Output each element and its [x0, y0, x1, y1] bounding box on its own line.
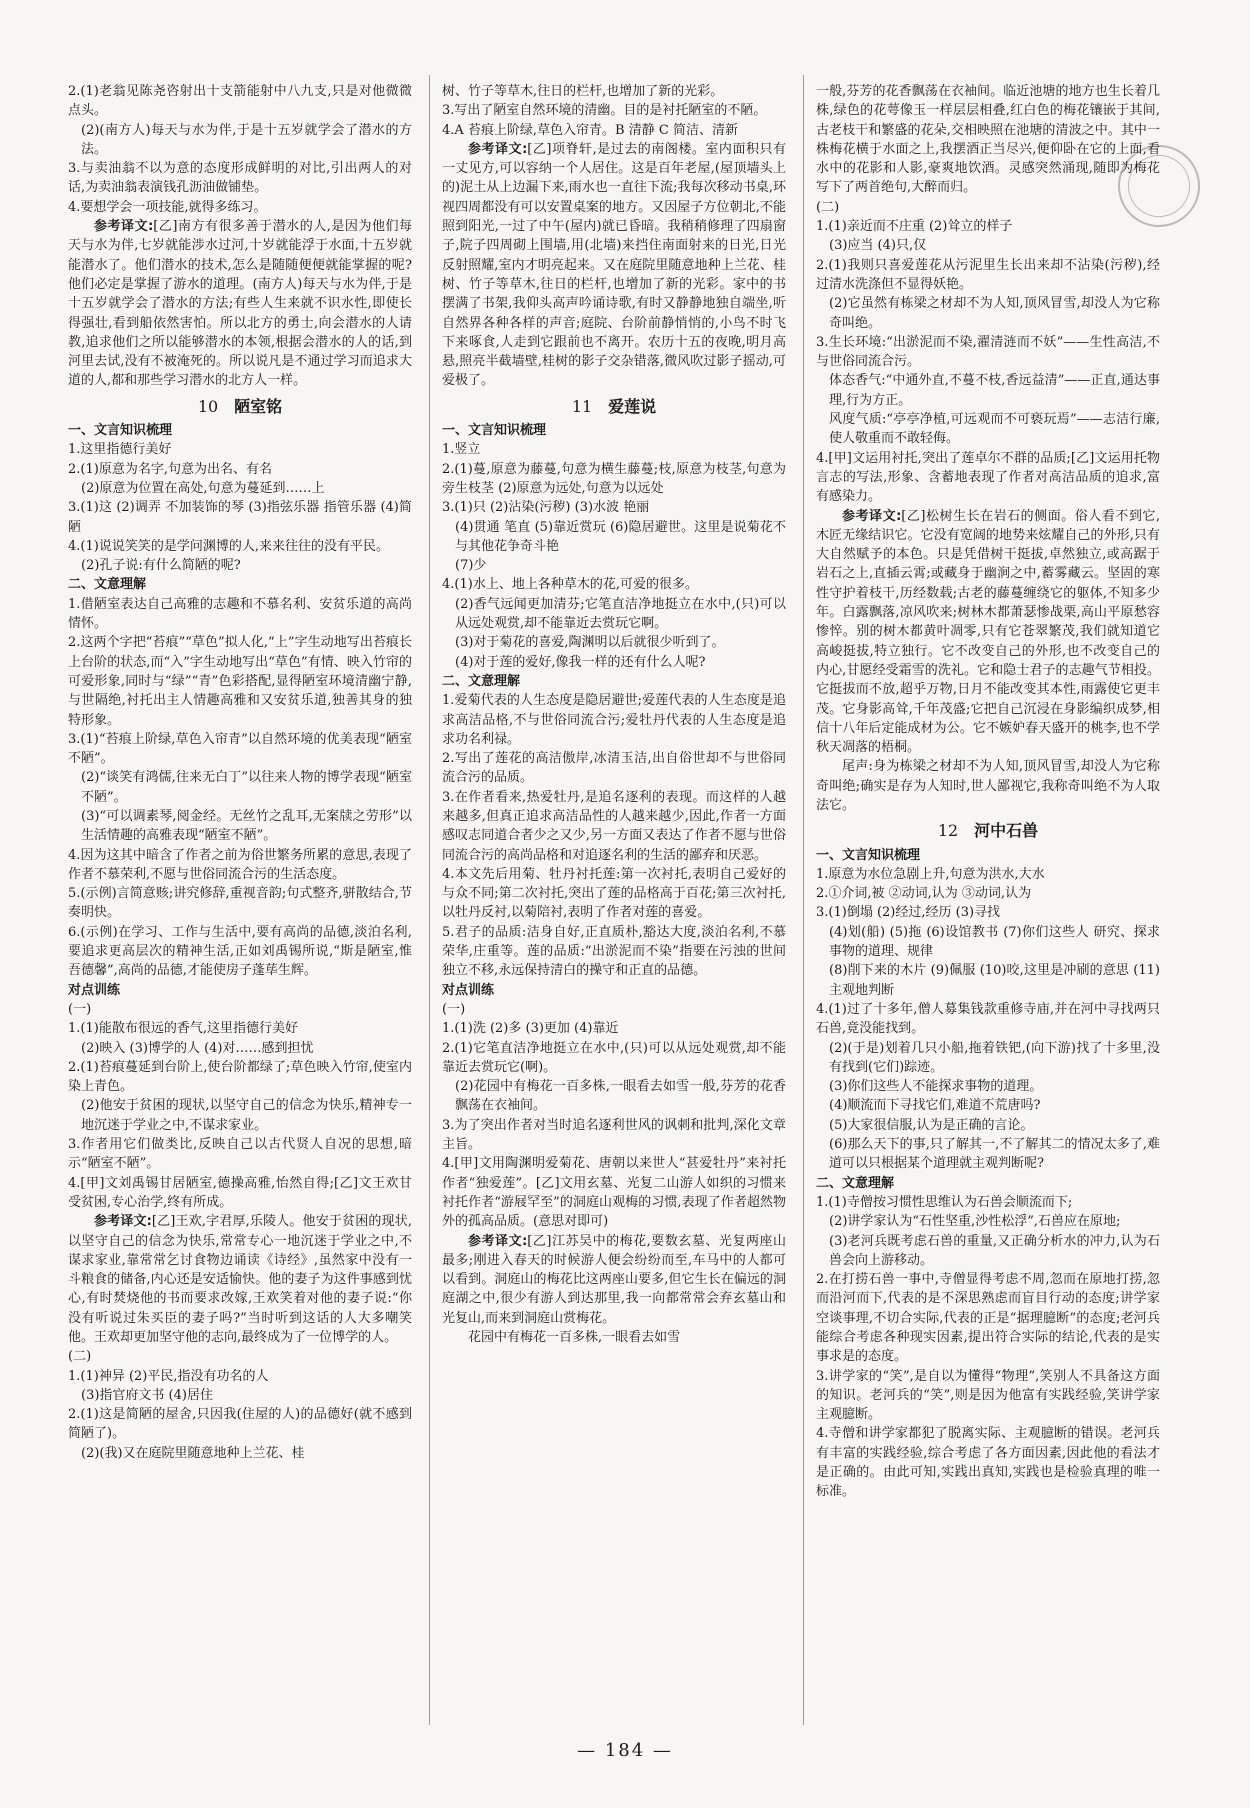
answer-item: (3)“可以调素琴,阅金经。无丝竹之乱耳,无案牍之劳形”以生活情趣的高雅表现“陋室不陋”。 [81, 808, 412, 844]
subheading: 对点训练 [68, 982, 121, 998]
answer-item: (7)少 [455, 558, 487, 574]
translation-continued: 花园中有梅花一百多株,一眼看去如雪 [468, 1330, 681, 1345]
answer-item: 4.(1)水上、地上各种草木的花,可爱的很多。 [442, 577, 698, 593]
answer-item: 3.(1)倒塌 (2)经过,经历 (3)寻找 [816, 905, 1001, 921]
translation-label: 参考译文: [94, 1214, 152, 1230]
answer-item: 树、竹子等草木,往日的栏杆,也增加了新的光彩。 [442, 84, 724, 99]
answer-item: 2.(1)它笔直洁净地挺立在水中,(只)可以从远处观赏,却不能靠近去赏玩它(啊)。 [442, 1040, 786, 1075]
translation-continued: 一般,芬芳的花香飘荡在衣袖间。临近池塘的地方也生长着几株,绿色的花萼像玉一样层层相叠,红白色的梅花镶嵌于其间,古老枝干和繁盛的花朵,交相映照在池塘的清波之中。其中一株梅花横于水面之上,我摆酒正当尽兴,便仰卧在它的上面,看水中的花影和人影,豪爽地饮酒。灵感突然涌现,随即为梅花写下了两首绝句,大醉而归。 [816, 84, 1160, 196]
answer-item: 5.君子的品质:洁身自好,正直质朴,豁达大度,淡泊名利,不慕荣华,庄重等。莲的品质:“出淤泥而不染”指要在污浊的世间独立不移,永远保持清白的操守和正直的品德。 [442, 924, 786, 979]
answer-item: 3.(1)只 (2)沾染(污秽) (3)水波 艳丽 [442, 500, 650, 516]
answer-item: 2.①介词,被 ②动词,认为 ③动词,认为 [816, 886, 1032, 902]
answer-item: 2.(1)这是简陋的屋舍,只因我(住屋的人)的品德好(就不感到简陋了)。 [68, 1407, 412, 1442]
answer-item: (4)顺流而下寻找它们,难道不荒唐吗? [829, 1098, 1041, 1114]
answer-item: 1.这里指德行美好 [68, 442, 172, 458]
answer-item: 2.(1)蔓,原意为藤蔓,句意为横生藤蔓;枝,原意为枝茎,句意为旁生枝茎 (2)原意为远处,句意为以远处 [442, 461, 786, 496]
answer-item: 1.竖立 [442, 442, 481, 458]
subheading: 一、文言知识梳理 [442, 423, 547, 439]
answer-item: 2.(1)我则只喜爱莲花从污泥里生长出来却不沾染(污秽),经过清水洗涤但不显得妖艳。 [816, 257, 1160, 292]
translation-label: 参考译文: [842, 508, 902, 524]
answer-item: 4.A 苔痕上阶绿,草色入帘青。B 清静 C 简洁、清新 [442, 122, 738, 138]
page-number: — 184 — [577, 1740, 673, 1761]
answer-item: (2)香气远闻更加清芬;它笔直洁净地挺立在水中,(只)可以从远处观赏,却不能靠近去赏玩它啊。 [455, 596, 786, 632]
column-1 [68, 82, 412, 1463]
answer-item: (4)贯通 笔直 (5)靠近赏玩 (6)隐居避世。这里是说菊花不与其他花争奇斗艳 [455, 519, 786, 554]
answer-item: (2)他安于贫困的现状,以坚守自己的信念为快乐,精神专一地沉迷于学业之中,不谋求家业。 [81, 1098, 412, 1133]
answer-item: (2)“谈笑有鸿儒,往来无白丁”以往来人物的博学表现“陋室不陋”。 [81, 770, 412, 805]
answer-item: 4.[甲]文用陶渊明爱菊花、唐朝以来世人“甚爱牡丹”来衬托作者“独爱莲”。[乙]文用玄墓、光复二山游人如织的习惯来衬托作者“游屐罕至”的洞庭山观梅的习惯,表现了作者超然物外的孤高品质。(意思对即可) [442, 1156, 786, 1230]
section-number: 12 [937, 821, 959, 841]
reference-translation [442, 1232, 786, 1328]
column-divider [803, 75, 804, 1725]
answer-item: (6)那么天下的事,只了解其一,不了解其二的情况太多了,难道可以只根据某个道理就主观判断呢? [829, 1137, 1160, 1172]
answer-item: (2)讲学家认为“石性坚重,沙性松浮”,石兽应在原地; [829, 1214, 1121, 1230]
answer-item: 3.为了突出作者对当时追名逐利世风的讽刺和批判,深化文章主旨。 [442, 1117, 786, 1153]
answer-item: 2.(1)苔痕蔓延到台阶上,使台阶都绿了;草色映入竹帘,使室内染上青色。 [68, 1059, 412, 1095]
answer-item: 2.在打捞石兽一事中,寺僧显得考虑不周,忽而在原地打捞,忽而沿河而下,代表的是不深思熟虑而盲目行动的态度;讲学家空谈事理,不切合实际,代表的正是“据理臆断”的态度;老河兵能综合考虑各种现实因素,提出符合实际的结论,代表的是实事求是的态度。 [816, 1272, 1160, 1365]
subpart-label: (一) [68, 1001, 92, 1017]
answer-item: (2)花园中有梅花一百多株,一眼看去如雪一般,芬芳的花香飘荡在衣袖间。 [455, 1079, 786, 1114]
answer-item: 4.[甲]文刘禹锡甘居陋室,德操高雅,怡然自得;[乙]文王欢甘受贫困,专心治学,终有所成。 [68, 1175, 412, 1210]
answer-item: 1.(1)寺僧按习惯性思维认为石兽会顺流而下; [816, 1194, 1073, 1210]
answer-item: 2.这两个字把“苔痕”“草色”拟人化,“上”字生动地写出苔痕长上台阶的状态,而“入”字生动地写出“草色”有情、映入竹帘的可爱形象,同时与“绿”“青”色彩搭配,显得陋室环境清幽宁静,与世隔绝,衬托出主人情趣高雅和又安贫乐道,独善其身的独特形象。 [68, 635, 412, 728]
section-title: 爱莲说 [608, 396, 657, 416]
subheading: 一、文言知识梳理 [68, 423, 173, 439]
answer-item: (4)划(船) (5)拖 (6)设馆教书 (7)你们这些人 研究、探求 事物的道理、规律 [829, 924, 1160, 960]
answer-item: 3.讲学家的“笑”,是自以为懂得“物理”,笑别人不具备这方面的知识。老河兵的“笑”,则是因为他富有实践经验,笑讲学家主观臆断。 [816, 1368, 1160, 1423]
subheading: 二、文意理解 [68, 577, 147, 593]
section-heading [442, 397, 786, 416]
answer-item: 4.[甲]文运用衬托,突出了莲卓尔不群的品质;[乙]文运用托物言志的写法,形象、含蓄地表现了作者对高洁品质的追求,富有感染力。 [816, 450, 1160, 505]
column-2 [442, 82, 786, 1347]
answer-item: 6.(示例)在学习、工作与生活中,要有高尚的品德,淡泊名利,要追求更高层次的精神生活,正如刘禹锡所说,“斯是陋室,惟吾德馨”,高尚的品德,才能使房子蓬荜生辉。 [68, 924, 412, 979]
column-3 [816, 82, 1160, 1502]
answer-item: 1.(1)亲近而不庄重 (2)耸立的样子 [816, 219, 1013, 235]
answer-item: 3.与卖油翁不以为意的态度形成鲜明的对比,引出两人的对话,为卖油翁表演钱孔沥油做铺垫。 [68, 161, 412, 196]
answer-item: 4.寺僧和讲学家都犯了脱离实际、主观臆断的错误。老河兵有丰富的实践经验,综合考虑了各方面因素,因此他的看法才是正确的。由此可知,实践出真知,实践也是检验真理的唯一标准。 [816, 1426, 1160, 1500]
answer-item: (2)它虽然有栋梁之材却不为人知,顶风冒雪,却没人为它称奇叫绝。 [829, 296, 1160, 331]
subpart-label: (一) [442, 1001, 466, 1017]
answer-item: 1.(1)神异 (2)平民,指没有功名的人 [68, 1368, 269, 1384]
answer-item: 3.(1)“苔痕上阶绿,草色入帘青”以自然环境的优美表现“陋室不陋”。 [68, 731, 412, 767]
answer-item: (8)削下来的木片 (9)佩服 (10)咬,这里是冲刷的意思 (11)主观地判断 [829, 963, 1160, 998]
answer-item: 5.(示例)言简意赅;讲究修辞,重视音韵;句式整齐,骈散结合,节奏明快。 [68, 886, 412, 921]
answer-item: (3)应当 (4)只,仅 [829, 238, 927, 254]
subheading: 二、文意理解 [816, 1175, 895, 1191]
answer-item: 2.写出了莲花的高洁傲岸,冰清玉洁,出自俗世却不与世俗同流合污的品质。 [442, 751, 786, 786]
answer-item: (2)孔子说:有什么简陋的呢? [81, 558, 241, 574]
answer-item: 风度气质:“亭亭净植,可远观而不可亵玩焉”——志洁行廉,使人敬重而不敢轻侮。 [829, 412, 1160, 447]
subheading: 对点训练 [442, 982, 495, 998]
reference-translation [442, 140, 786, 391]
answer-item: 1.(1)能散布很远的香气,这里指德行美好 [68, 1021, 298, 1037]
subheading: 二、文意理解 [442, 673, 521, 689]
reference-translation [68, 1212, 412, 1347]
answer-item: (2)(南方人)每天与水为伴,于是十五岁就学会了潜水的方法。 [81, 122, 412, 157]
section-heading [68, 397, 412, 416]
answer-item: (3)对于菊花的喜爱,陶渊明以后就很少听到了。 [455, 635, 725, 651]
reference-translation [816, 507, 1160, 758]
section-title: 陋室铭 [234, 396, 283, 416]
reference-translation [68, 217, 412, 391]
answer-item: 3.生长环境:“出淤泥而不染,濯清涟而不妖”——生性高洁,不与世俗同流合污。 [816, 334, 1160, 370]
translation-tail: 尾声:身为栋梁之材却不为人知,顶风冒雪,却没人为它称奇叫绝;确实是存为人知时,世人鄙视它,我称奇叫绝不为人取法它。 [816, 759, 1160, 813]
subpart-label: (二) [816, 199, 840, 215]
answer-item: 2.(1)老翁见陈尧咨射出十支箭能射中八九支,只是对他微微点头。 [68, 84, 412, 119]
answer-item: (3)你们这些人不能探求事物的道理。 [829, 1079, 1043, 1095]
answer-item: (3)指官府文书 (4)居住 [81, 1387, 213, 1403]
answer-item: 2.(1)原意为名字,句意为出名、有名 [68, 461, 272, 477]
answer-item: 3.作者用它们做类比,反映自己以古代贤人自况的思想,暗示“陋室不陋”。 [68, 1137, 412, 1172]
answer-item: (5)大家很信服,认为是正确的言论。 [829, 1117, 1034, 1133]
answer-item: 4.因为这其中暗含了作者之前为俗世繁务所累的意思,表现了作者不慕荣利,不愿与世俗同流合污的生活态度。 [68, 847, 412, 882]
answer-item: 1.借陋室表达自己高雅的志趣和不慕名利、安贫乐道的高尚情怀。 [68, 596, 412, 632]
answer-item: 1.原意为水位急剧上升,句意为洪水,大水 [816, 866, 1045, 882]
translation-text: [乙]王欢,字君厚,乐陵人。他安于贫困的现状,以坚守自己的信念为快乐,常常专心一地沉迷于学业之中,不谋求家业,靠常常乞讨食物边诵读《诗经》,虽然家中没有一斗粮食的储备,内心还是安适愉快。他的妻子为这件事感到忧心,有时焚烧他的书而要求改嫁,王欢笑着对他的妻子说:“你没有听说过朱买臣的妻子吗?”当时听到这话的人大多嘲笑他。王欢却更加坚守他的志向,最终成为了一位博学的人。 [68, 1214, 412, 1345]
section-heading [816, 821, 1160, 840]
translation-text: [乙]南方有很多善于潜水的人,是因为他们每天与水为伴,七岁就能涉水过河,十岁就能浮于水面,十五岁就能潜水了。他们潜水的技术,怎么是随随便便就能掌握的呢?他们必定是掌握了游水的道理。(南方人)每天与水为伴,于是十五岁就学会了潜水的方法;有些人生来就不识水性,即使长得强壮,看到船依然害怕。所以北方的勇士,向会潜水的人请教,追求他们之所以能够潜水的本领,根据会潜水的人的话,到河里去试,没有不被淹死的。所以说凡是不通过学习而追求大道的人,都和那些学习潜水的北方人一样。 [68, 219, 413, 389]
section-number: 10 [197, 396, 219, 416]
subpart-label: (二) [68, 1349, 92, 1365]
translation-label: 参考译文: [468, 141, 528, 157]
answer-item: 4.要想学会一项技能,就得多练习。 [68, 199, 267, 215]
translation-label: 参考译文: [94, 219, 154, 235]
answer-item: (2)映入 (3)博学的人 (4)对……感到担忧 [81, 1040, 314, 1056]
answer-item: (4)对于莲的爱好,像我一样的还有什么人呢? [455, 654, 706, 670]
section-number: 11 [571, 396, 593, 416]
answer-item: (2)(我)又在庭院里随意地种上兰花、桂 [81, 1445, 305, 1461]
translation-text: [乙]松树生长在岩石的侧面。俗人看不到它,木匠无缘结识它。它没有宽阔的地势来炫耀自己的外形,只有大自然赋予的本色。只是凭借树干挺拔,卓然独立,或高踞于岩石之上,直插云霄;或藏身于幽涧之中,蓄雾藏云。坚固的寒性守护着枝干,历经数载;古老的藤蔓缠绕它的躯体,不知多少年。白露飘落,凉风吹来;树林木都萧瑟惨战栗,高山平原愁容惨悴。别的树木都黄叶凋零,只有它苍翠繁茂,我们就知道它高峻挺拔,特立独行。它不改变自己的外形,也不改变自己的内心,甘愿经受霜雪的洗礼。它和隐士君子的志趣气节相投。它挺拔而不放,超乎万物,日月不能改变其本性,雨露使它更丰茂。它身影高耸,千年茂盛;它把自己沉浸在身影编织成梦,相信十八年后定能成材为公。它不嫉妒春天盛开的桃李,也不学秋天凋落的梧桐。 [816, 508, 1161, 756]
answer-item: (3)老河兵既考虑石兽的重量,又正确分析水的冲力,认为石兽会向上游移动。 [829, 1233, 1160, 1268]
answer-item: 4.(1)说说笑笑的是学问渊博的人,来来往往的没有平民。 [68, 538, 389, 554]
column-divider [429, 75, 430, 1725]
answer-item: 3.在作者看来,热爱牡丹,是追名逐利的表现。而这样的人越来越多,但真正追求高洁品性的人越来越少,因此,作者一方面感叹志同道合者少之又少,另一方面又表达了作者不愿与世俗同流合污的高尚品格和对追逐名利的生活的鄙弃和厌恶。 [442, 789, 786, 863]
translation-text: [乙]项脊轩,是过去的南阁楼。室内面积只有一丈见方,可以容纳一个人居住。这是百年老屋,(屋顶墙头上的)泥土从上边漏下来,雨水也一直往下流;我每次移动书桌,环视四周都没有可以安置桌案的地方。又因屋子方位朝北,不能照到阳光,一过了中午(屋内)就已昏暗。我稍稍修理了四扇窗子,院子四周砌上围墙,用(北墙)来挡住南面射来的日光,日光反射照耀,室内才明亮起来。又在庭院里随意地种上兰花、桂树、竹子等草木,往日的栏杆,也增加了新的光彩。家中的书摆满了书架,我仰头高声吟诵诗歌,有时又静静地独自端坐,听自然界各种各样的声音;庭院、台阶前静悄悄的,小鸟不时飞下来啄食,人走到它跟前也不离开。农历十五的夜晚,明月高悬,照亮半截墙壁,桂树的影子交杂错落,微风吹过影子摇动,可爱极了。 [442, 141, 787, 389]
subheading: 一、文言知识梳理 [816, 847, 921, 863]
answer-item: 4.本文先后用菊、牡丹衬托莲:第一次衬托,表明自己爱好的与众不同;第二次衬托,突出了莲的品格高于百花;第三次衬托,以牡丹反衬,以菊陪衬,表明了作者对莲的喜爱。 [442, 866, 786, 921]
translation-text: [乙]江苏吴中的梅花,要数玄墓、光复两座山最多;刚进入春天的时候游人便会纷纷而至,车马中的人都可以看到。洞庭山的梅花比这两座山要多,但它生长在偏远的洞庭湖之中,很少有游人到达那里,我一向都常常会弃玄墓山和光复山,而来到洞庭山赏梅花。 [442, 1233, 787, 1326]
translation-label: 参考译文: [468, 1233, 528, 1249]
answer-item: (2)(于是)划着几只小船,拖着铁钯,(向下游)找了十多里,没有找到(它们)踪迹。 [829, 1040, 1160, 1075]
answer-item: 3.写出了陋室自然环境的清幽。目的是衬托陋室的不陋。 [442, 103, 767, 119]
section-title: 河中石兽 [974, 821, 1039, 841]
answer-item: 4.(1)过了十多年,僧人募集钱款重修寺庙,并在河中寻找两只石兽,竟没能找到。 [816, 1001, 1160, 1037]
answer-item: 1.(1)洗 (2)多 (3)更加 (4)靠近 [442, 1021, 619, 1037]
answer-item: (2)原意为位置在高处,句意为蔓延到……上 [81, 480, 325, 496]
answer-item: 体态香气:“中通外直,不蔓不枝,香远益清”——正直,通达事理,行为方正。 [829, 373, 1160, 408]
answer-item: 1.爱菊代表的人生态度是隐居避世;爱莲代表的人生态度是追求高洁品格,不与世俗同流合污;爱牡丹代表的人生态度是追求功名利禄。 [442, 693, 786, 747]
answer-item: 3.(1)这 (2)调弄 不加装饰的琴 (3)指弦乐器 指管乐器 (4)简陋 [68, 500, 412, 535]
